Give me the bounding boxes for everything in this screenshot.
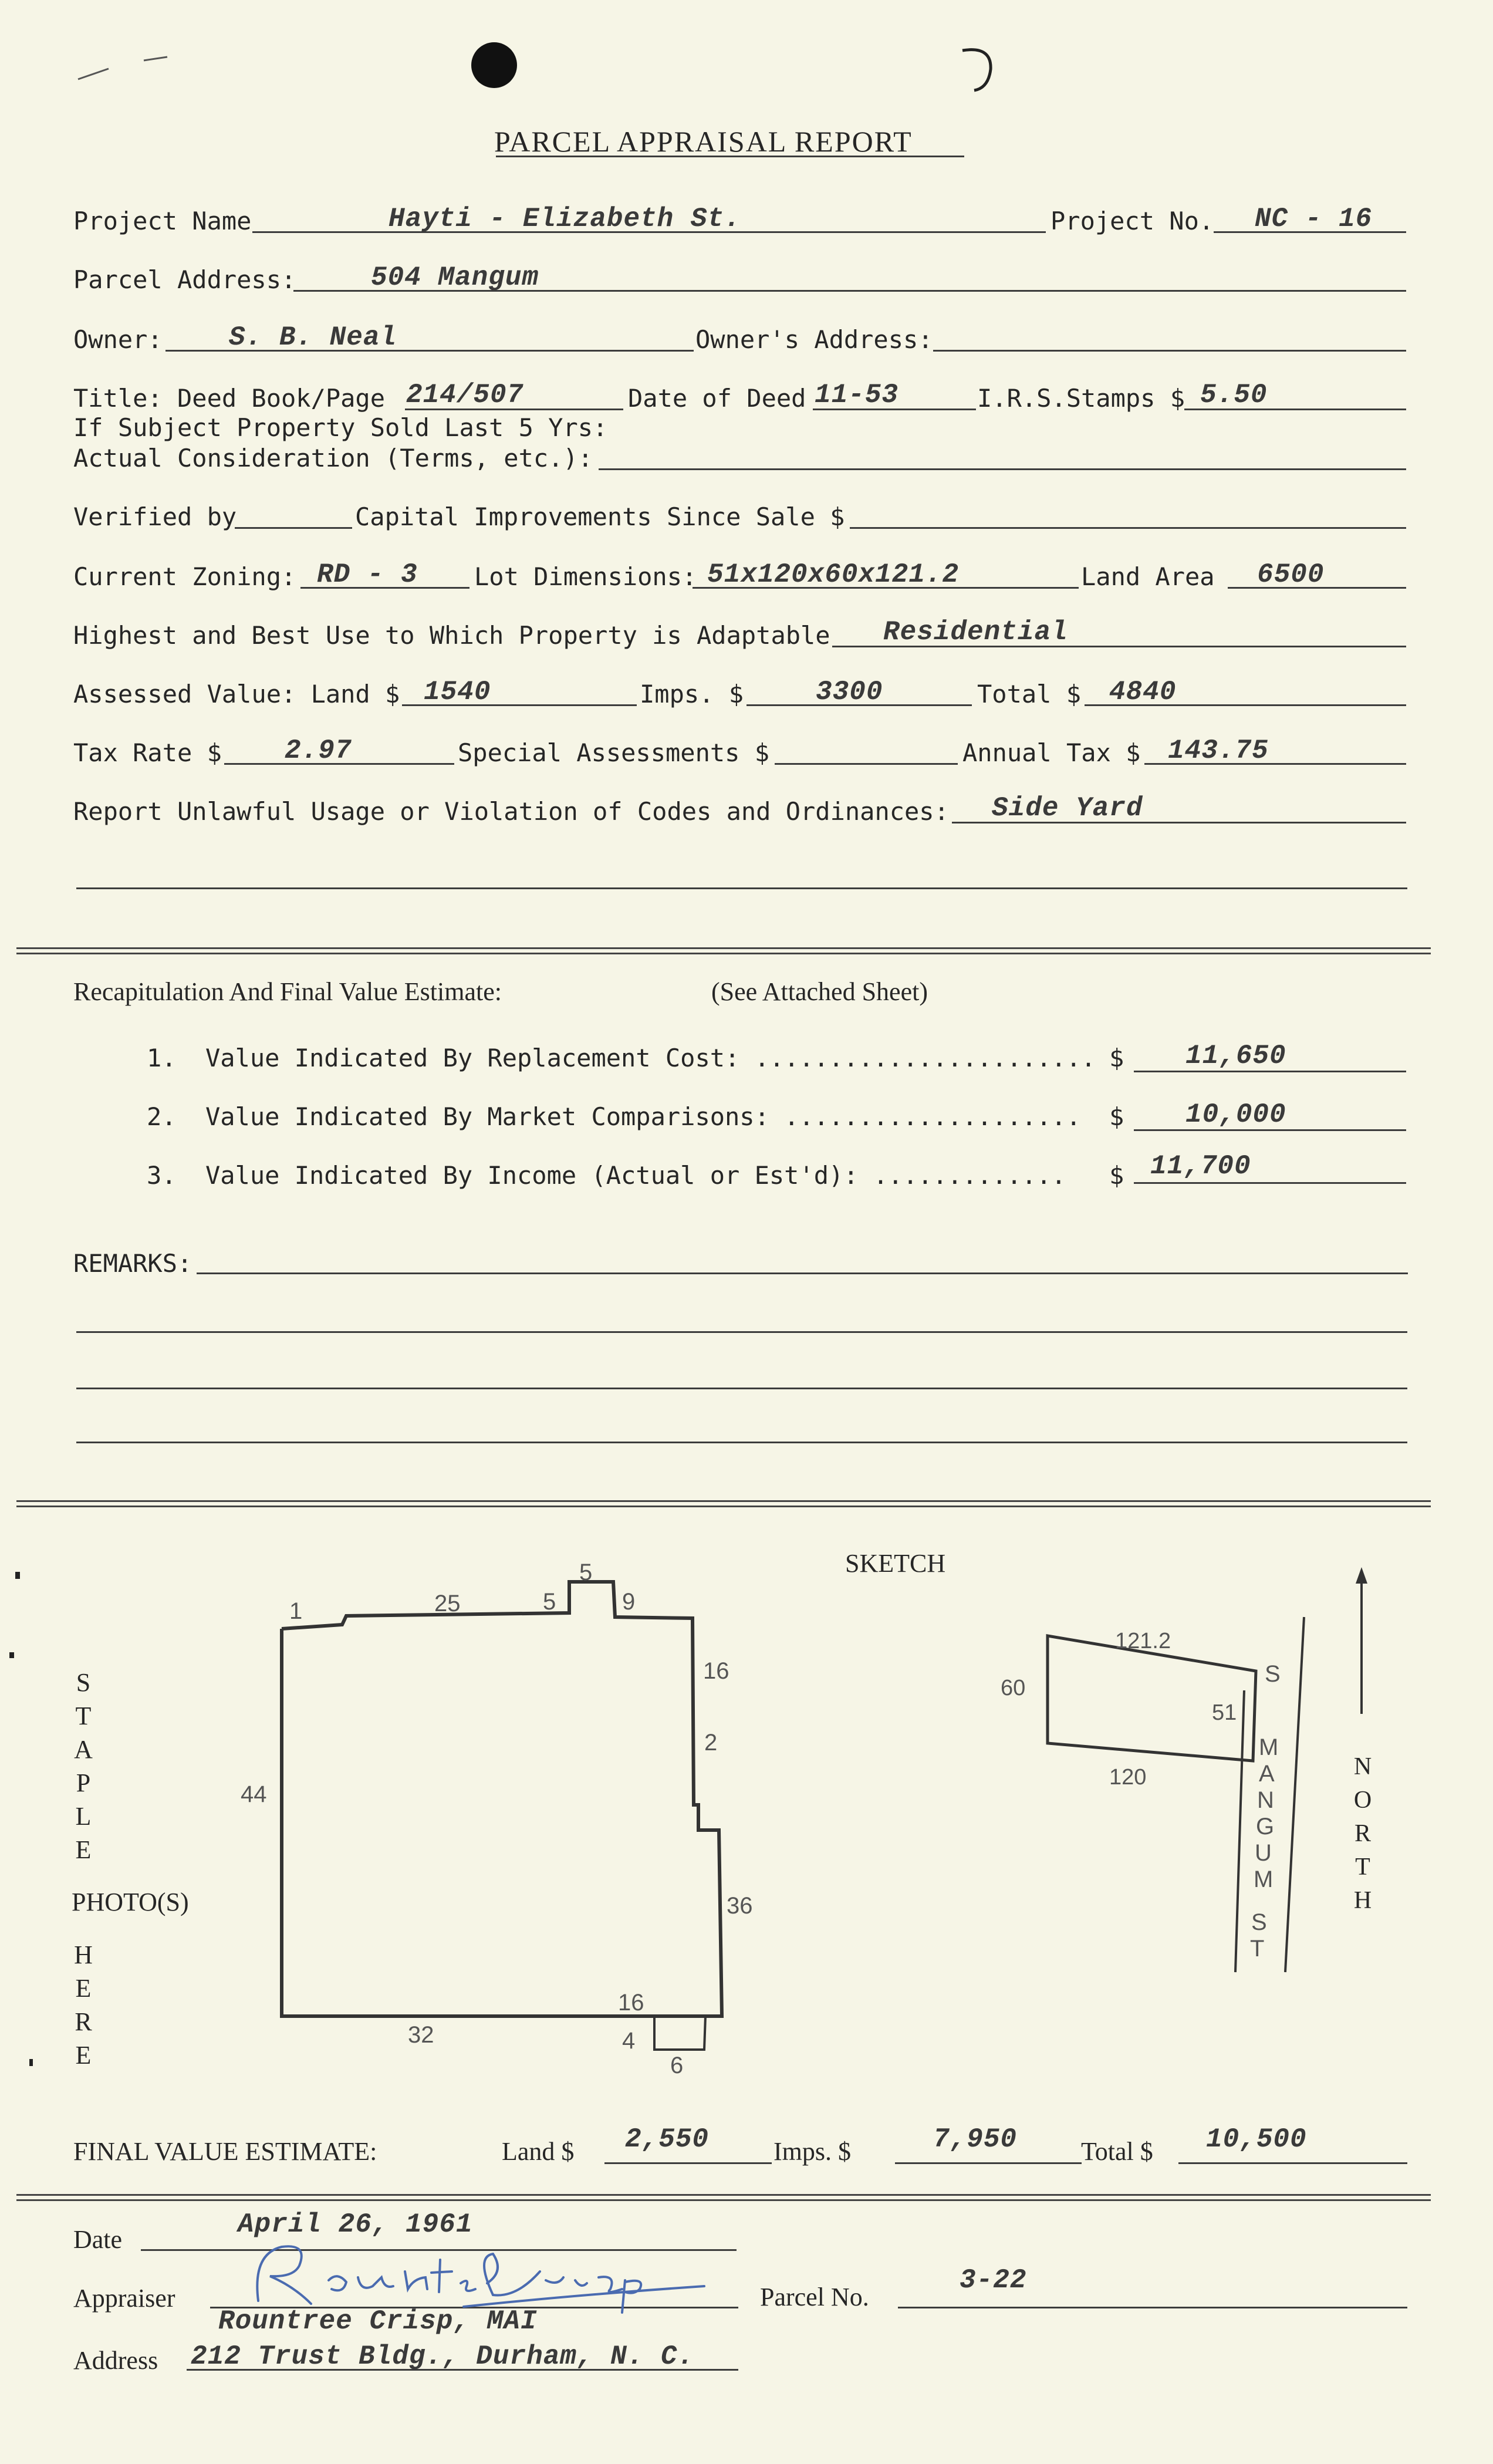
assessed-imps-value: 3300 — [816, 677, 883, 707]
remarks-label: REMARKS: — [73, 1249, 192, 1278]
recap-item-1-num: 1. — [147, 1044, 177, 1072]
here-letter: E — [75, 2041, 92, 2070]
parcel-no-label: Parcel No. — [760, 2283, 869, 2311]
recap-note: (See Attached Sheet) — [711, 977, 928, 1006]
parcel-no-value: 3-22 — [960, 2265, 1027, 2296]
section-divider-2 — [16, 1500, 1431, 1507]
here-letter: R — [75, 2007, 92, 2036]
recap-item-3-value: 11,700 — [1150, 1151, 1251, 1182]
final-imps-line — [895, 2162, 1082, 2164]
land-area-value: 6500 — [1257, 559, 1325, 590]
recap-item-3-label: Value Indicated By Income (Actual or Est'd): ............. — [205, 1161, 1066, 1190]
title-deed-label: Title: Deed Book/Page — [73, 384, 386, 413]
appraiser-signature — [211, 2230, 739, 2318]
building-dim-label: 2 — [704, 1730, 718, 1756]
building-dim-label: 6 — [670, 2053, 684, 2078]
recap-item-2-dollar: $ — [1109, 1102, 1124, 1131]
building-sketch — [223, 1532, 798, 2090]
address-value: 212 Trust Bldg., Durham, N. C. — [191, 2341, 695, 2372]
street-letter: M — [1254, 1866, 1274, 1892]
assessed-land-label: Assessed Value: Land $ — [73, 680, 400, 708]
staple-letter: P — [76, 1768, 91, 1797]
recap-item-2-label: Value Indicated By Market Comparisons: .................... — [205, 1102, 1081, 1131]
building-dim-label: 4 — [622, 2028, 636, 2054]
recap-item-1-value: 11,650 — [1185, 1041, 1286, 1071]
special-assessments-label: Special Assessments $ — [458, 738, 770, 767]
edge-speck — [15, 1572, 20, 1579]
assessed-total-value: 4840 — [1109, 677, 1177, 707]
final-total-label: Total $ — [1081, 2137, 1153, 2166]
lot-dim-label: 60 — [1001, 1676, 1026, 1700]
verified-by-line — [235, 527, 352, 529]
street-letter: S — [1265, 1661, 1281, 1687]
final-imps-label: Imps. $ — [773, 2137, 851, 2166]
assessed-total-label: Total $ — [977, 680, 1082, 708]
owner-address-label: Owner's Address: — [695, 325, 933, 354]
project-no-value: NC - 16 — [1255, 204, 1373, 234]
building-dim-label: 32 — [408, 2022, 434, 2048]
staple-letter: L — [75, 1802, 92, 1831]
current-zoning-value: RD - 3 — [317, 559, 418, 590]
building-dim-label: 5 — [579, 1560, 593, 1585]
final-land-value: 2,550 — [625, 2124, 710, 2155]
north-column — [1351, 1750, 1374, 1918]
project-name-value: Hayti - Elizabeth St. — [389, 204, 741, 234]
verified-by-label: Verified by — [73, 502, 237, 531]
staple-letter: E — [75, 1835, 92, 1864]
staple-letter: T — [75, 1702, 92, 1730]
recap-item-1-dollar: $ — [1109, 1044, 1124, 1072]
recap-item-3-dollar: $ — [1109, 1161, 1124, 1190]
final-total-value: 10,500 — [1206, 2124, 1307, 2155]
photos-label: PHOTO(S) — [72, 1888, 189, 1916]
punch-hole — [471, 42, 517, 88]
building-dim-label: 5 — [543, 1589, 556, 1615]
final-imps-value: 7,950 — [933, 2124, 1018, 2155]
here-letter: H — [74, 1940, 93, 1969]
irs-stamps-value: 5.50 — [1200, 380, 1268, 410]
here-column — [72, 1938, 95, 2072]
owner-label: Owner: — [73, 325, 163, 354]
street-letter: U — [1255, 1840, 1272, 1866]
annual-tax-value: 143.75 — [1168, 735, 1269, 766]
unlawful-usage-value: Side Yard — [992, 793, 1143, 823]
annual-tax-label: Annual Tax $ — [962, 738, 1141, 767]
street-letter: T — [1250, 1936, 1265, 1962]
staple-column — [72, 1666, 95, 1866]
section-divider-3 — [16, 2194, 1431, 2201]
recap-item-1-label: Value Indicated By Replacement Cost: ....................... — [205, 1044, 1096, 1072]
lot-dimensions-value: 51x120x60x121.2 — [707, 559, 960, 590]
final-total-line — [1178, 2162, 1407, 2164]
lot-dimensions-label: Lot Dimensions: — [474, 562, 697, 591]
highest-best-use-label: Highest and Best Use to Which Property is Adaptable — [73, 621, 830, 650]
street-letter: G — [1256, 1814, 1275, 1839]
sold-last-label: If Subject Property Sold Last 5 Yrs: — [73, 413, 608, 442]
recap-heading: Recapitulation And Final Value Estimate: — [73, 977, 502, 1006]
parcel-address-label: Parcel Address: — [73, 265, 296, 294]
capital-improvements-line — [850, 527, 1406, 529]
section-divider-1 — [16, 947, 1431, 954]
appraiser-label: Appraiser — [73, 2284, 175, 2313]
assessed-land-value: 1540 — [424, 677, 491, 707]
here-letter: E — [75, 1974, 92, 2003]
lot-dim-label: 120 — [1109, 1765, 1147, 1790]
date-value: April 26, 1961 — [238, 2209, 473, 2240]
punch-hole-arc — [951, 40, 1004, 99]
building-dim-label: 25 — [434, 1591, 461, 1616]
date-label: Date — [73, 2225, 123, 2254]
project-name-label: Project Name — [73, 207, 252, 235]
special-assessments-line — [775, 763, 958, 765]
street-letter: M — [1259, 1734, 1279, 1760]
address-label: Address — [73, 2346, 158, 2375]
edge-speck — [9, 1652, 14, 1658]
building-dim-label: 16 — [618, 1990, 644, 2016]
parcel-address-value: 504 Mangum — [371, 262, 539, 293]
appraiser-typed-name: Rountree Crisp, MAI — [218, 2306, 538, 2337]
date-of-deed-value: 11-53 — [815, 380, 899, 410]
north-arrow-head — [1356, 1567, 1367, 1584]
lot-dim-label: 51 — [1212, 1700, 1237, 1725]
appraiser-signature-text: Rountree Crisp — [211, 2230, 215, 2231]
north-letter: T — [1355, 1854, 1370, 1881]
recap-item-2-value: 10,000 — [1185, 1099, 1286, 1130]
building-dim-label: 1 — [289, 1598, 303, 1624]
title-underline — [496, 156, 964, 157]
north-letter: N — [1353, 1753, 1372, 1780]
lot-sketch — [986, 1561, 1408, 1996]
owner-value: S. B. Neal — [229, 322, 397, 353]
assessed-imps-label: Imps. $ — [640, 680, 744, 708]
staple-letter: S — [76, 1668, 91, 1697]
actual-consideration-label: Actual Consideration (Terms, etc.): — [73, 444, 593, 472]
lot-dim-label: 121.2 — [1115, 1629, 1171, 1653]
final-value-label: FINAL VALUE ESTIMATE: — [73, 2137, 377, 2166]
north-letter: R — [1354, 1820, 1371, 1847]
current-zoning-label: Current Zoning: — [73, 562, 296, 591]
building-dim-label: 9 — [622, 1589, 636, 1615]
final-land-line — [604, 2162, 772, 2164]
project-no-label: Project No. — [1050, 207, 1214, 235]
report-title: PARCEL APPRAISAL REPORT — [494, 125, 913, 158]
deed-book-value: 214/507 — [406, 380, 524, 410]
street-letter: S — [1251, 1909, 1267, 1935]
tax-rate-value: 2.97 — [285, 735, 352, 766]
recap-item-2-num: 2. — [147, 1102, 177, 1131]
final-land-label: Land $ — [502, 2137, 575, 2166]
north-letter: H — [1353, 1887, 1372, 1914]
edge-speck — [29, 2059, 33, 2066]
remarks-line-2 — [76, 1331, 1407, 1333]
tax-rate-label: Tax Rate $ — [73, 738, 222, 767]
building-dim-label: 44 — [241, 1781, 267, 1807]
pen-mark — [73, 50, 173, 91]
sketch-heading: SKETCH — [845, 1549, 946, 1578]
actual-consideration-line — [599, 468, 1406, 470]
remarks-line-4 — [76, 1442, 1407, 1443]
recap-item-3-line — [1134, 1182, 1406, 1184]
remarks-line-3 — [76, 1388, 1407, 1389]
unlawful-usage-label: Report Unlawful Usage or Violation of Codes and Ordinances: — [73, 797, 949, 826]
highest-best-use-value: Residential — [883, 617, 1068, 647]
building-dim-label: 16 — [703, 1658, 729, 1684]
street-letter: A — [1259, 1761, 1275, 1787]
remarks-line-1 — [197, 1272, 1408, 1274]
owner-address-line — [933, 350, 1406, 352]
irs-stamps-label: I.R.S.Stamps $ — [977, 384, 1185, 413]
blank-line — [76, 887, 1407, 889]
recap-item-3-num: 3. — [147, 1161, 177, 1190]
date-of-deed-label: Date of Deed — [628, 384, 806, 413]
street-letter: N — [1257, 1787, 1274, 1813]
staple-letter: A — [74, 1735, 93, 1764]
land-area-label: Land Area — [1081, 562, 1215, 591]
capital-improvements-label: Capital Improvements Since Sale $ — [355, 502, 845, 531]
building-dim-label: 36 — [727, 1893, 753, 1919]
parcel-no-line — [898, 2307, 1407, 2308]
north-letter: O — [1353, 1787, 1372, 1814]
